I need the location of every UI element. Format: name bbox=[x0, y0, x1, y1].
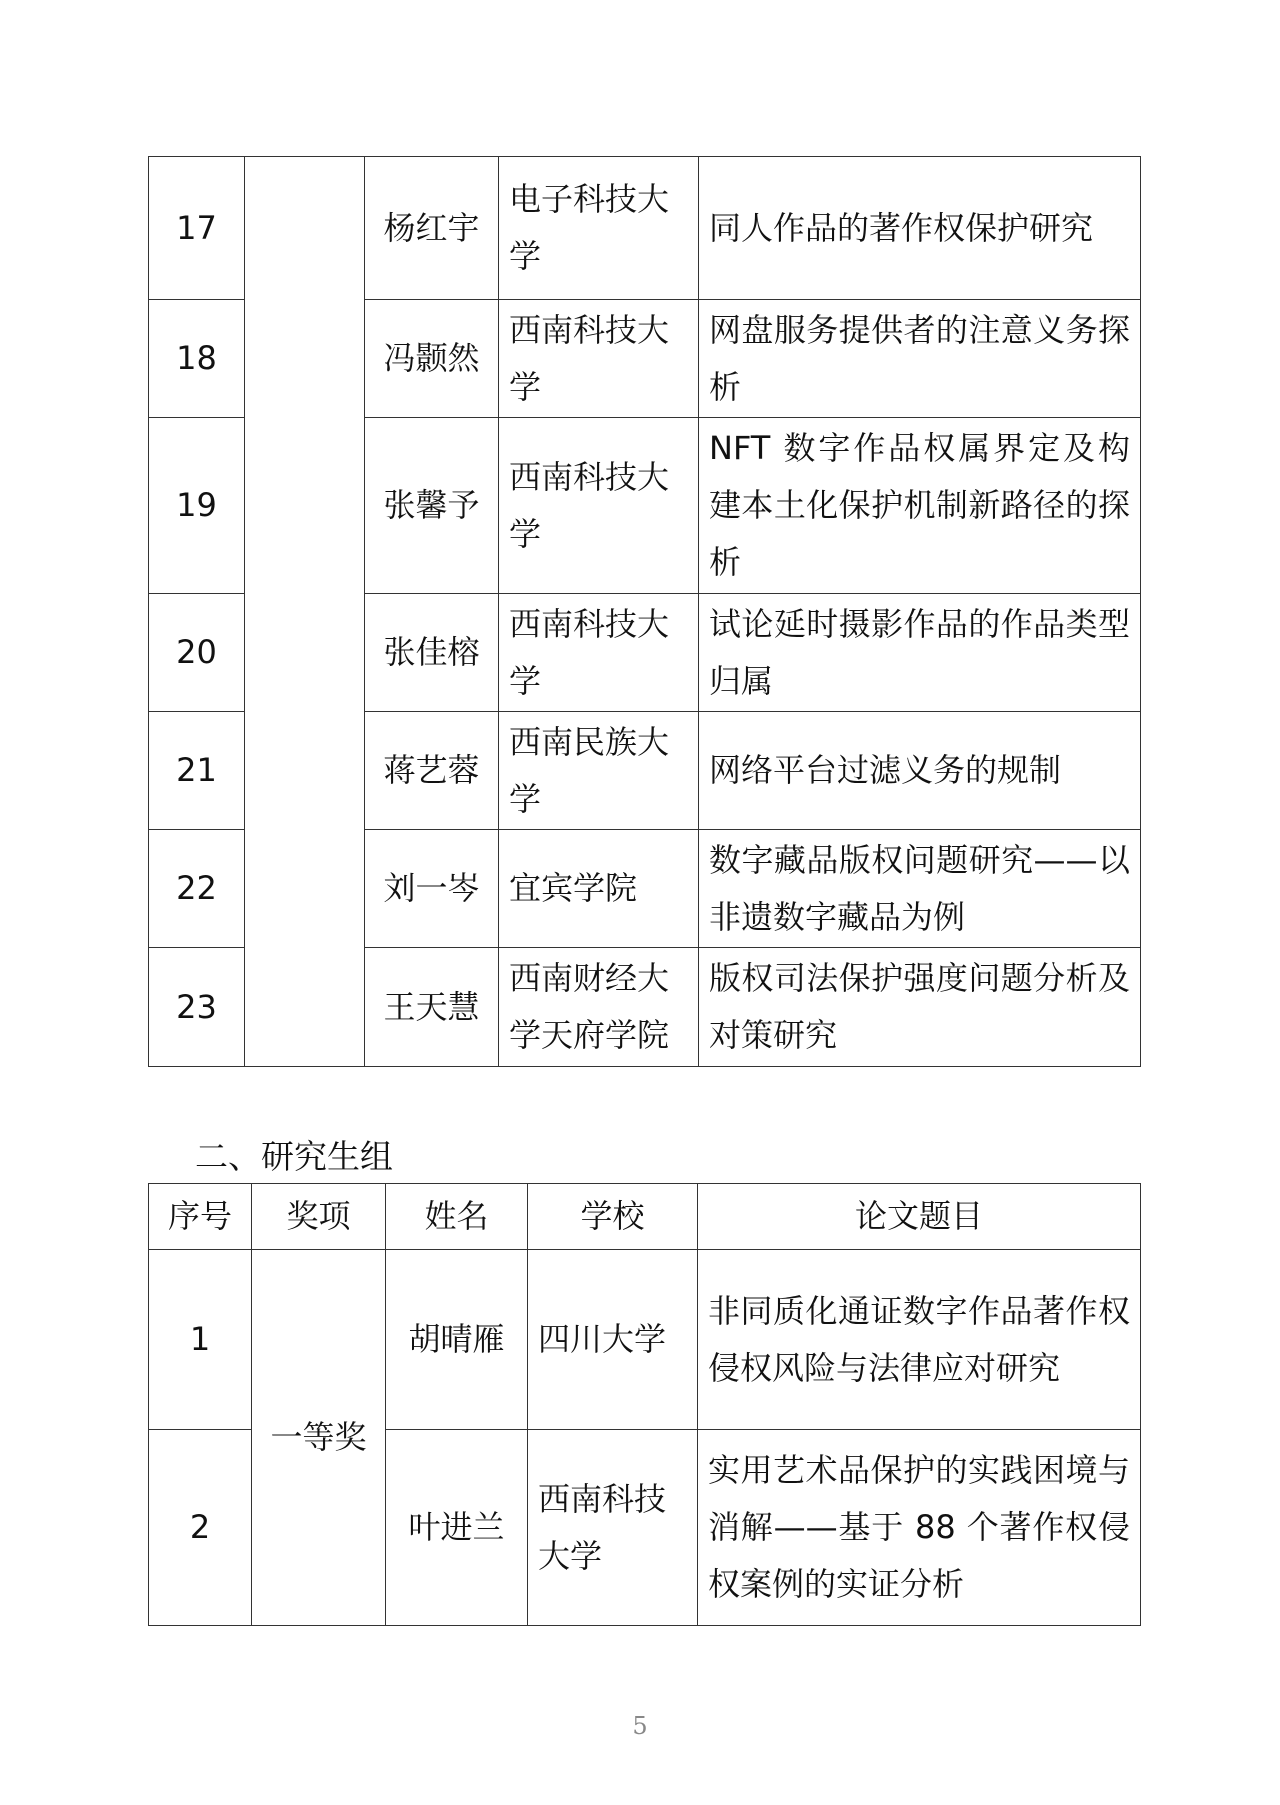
header-name: 姓名 bbox=[386, 1184, 528, 1250]
school-name: 西南科技大学 bbox=[528, 1430, 698, 1626]
row-number: 23 bbox=[149, 948, 245, 1067]
award-level: 一等奖 bbox=[252, 1250, 386, 1626]
paper-title: 网络平台过滤义务的规制 bbox=[699, 712, 1141, 830]
school-name: 西南民族大学 bbox=[499, 712, 699, 830]
section-heading: 二、研究生组 bbox=[195, 1137, 393, 1176]
row-number: 17 bbox=[149, 157, 245, 300]
school-name: 西南科技大学 bbox=[499, 300, 699, 418]
page-number: 5 bbox=[632, 1712, 648, 1740]
row-number: 21 bbox=[149, 712, 245, 830]
school-name: 四川大学 bbox=[528, 1250, 698, 1430]
paper-title: 非同质化通证数字作品著作权侵权风险与法律应对研究 bbox=[698, 1250, 1141, 1430]
student-name: 冯颢然 bbox=[365, 300, 499, 418]
row-number: 2 bbox=[149, 1430, 252, 1626]
row-number: 18 bbox=[149, 300, 245, 418]
row-number: 1 bbox=[149, 1250, 252, 1430]
paper-title: 网盘服务提供者的注意义务探析 bbox=[699, 300, 1141, 418]
header-number: 序号 bbox=[149, 1184, 252, 1250]
table-row bbox=[149, 157, 1141, 300]
student-name: 胡晴雁 bbox=[386, 1250, 528, 1430]
school-name: 西南财经大学天府学院 bbox=[499, 948, 699, 1067]
school-name: 西南科技大学 bbox=[499, 594, 699, 712]
row-number: 20 bbox=[149, 594, 245, 712]
undergraduate-awards-table-continued bbox=[148, 156, 1141, 1067]
student-name: 王天慧 bbox=[365, 948, 499, 1067]
row-number: 19 bbox=[149, 418, 245, 594]
school-name: 电子科技大学 bbox=[499, 157, 699, 300]
graduate-awards-table bbox=[148, 1183, 1141, 1626]
paper-title: 数字藏品版权问题研究——以非遗数字藏品为例 bbox=[699, 830, 1141, 948]
student-name: 刘一岑 bbox=[365, 830, 499, 948]
student-name: 叶进兰 bbox=[386, 1430, 528, 1626]
paper-title: NFT 数字作品权属界定及构建本土化保护机制新路径的探析 bbox=[699, 418, 1141, 594]
paper-title: 同人作品的著作权保护研究 bbox=[699, 157, 1141, 300]
header-school: 学校 bbox=[528, 1184, 698, 1250]
award-cell bbox=[245, 157, 365, 1067]
student-name: 蒋艺蓉 bbox=[365, 712, 499, 830]
table-header-row bbox=[149, 1184, 1141, 1250]
school-name: 西南科技大学 bbox=[499, 418, 699, 594]
table-row bbox=[149, 1250, 1141, 1430]
paper-title: 实用艺术品保护的实践困境与消解——基于 88 个著作权侵权案例的实证分析 bbox=[698, 1430, 1141, 1626]
header-award: 奖项 bbox=[252, 1184, 386, 1250]
paper-title: 试论延时摄影作品的作品类型归属 bbox=[699, 594, 1141, 712]
header-paper-title: 论文题目 bbox=[698, 1184, 1141, 1250]
school-name: 宜宾学院 bbox=[499, 830, 699, 948]
row-number: 22 bbox=[149, 830, 245, 948]
paper-title: 版权司法保护强度问题分析及对策研究 bbox=[699, 948, 1141, 1067]
student-name: 张佳榕 bbox=[365, 594, 499, 712]
student-name: 张馨予 bbox=[365, 418, 499, 594]
student-name: 杨红宇 bbox=[365, 157, 499, 300]
